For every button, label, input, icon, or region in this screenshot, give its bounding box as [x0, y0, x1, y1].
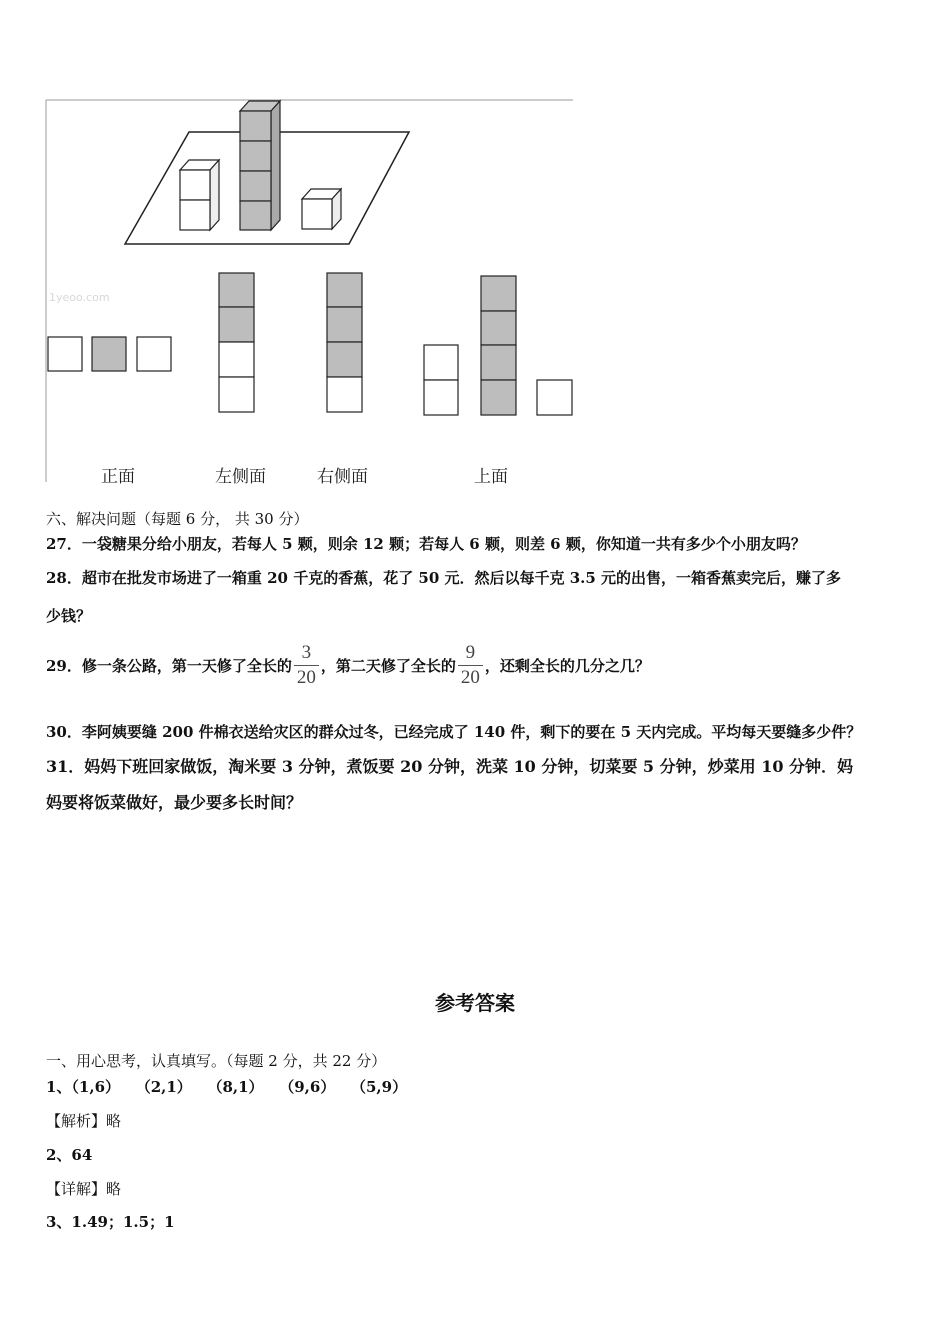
answer-1: 1、（1,6） （2,1） （8,1） （9,6） （5,9）: [46, 1078, 408, 1096]
fraction-9-20: [458, 641, 483, 690]
question-29-part1: 29．修一条公路，第一天修了全长的: [46, 657, 292, 675]
label-top-view: 上面: [474, 467, 508, 487]
fraction-denominator: 20: [296, 666, 316, 688]
top-view: [424, 276, 572, 415]
cube-views-figure: [45, 98, 575, 488]
answer-1-note: 【解析】略: [46, 1112, 122, 1130]
answer-2-note: 【详解】略: [46, 1180, 122, 1198]
watermark: 1yeoo.com: [49, 291, 110, 304]
section6-heading: 六、解决问题（每题 6 分， 共 30 分）: [46, 510, 309, 528]
question-30: 30．李阿姨要缝 200 件棉衣送给灾区的群众过冬，已经完成了 140 件，剩下的要在 5 天内完成。平均每天要缝多少件？: [46, 723, 862, 741]
right-cube: [302, 189, 341, 229]
label-front-view: 正面: [101, 467, 135, 487]
question-29: [46, 636, 650, 696]
left-stack: [180, 160, 219, 230]
fraction-3-20: [294, 641, 319, 690]
label-right-view: 右侧面: [317, 467, 368, 487]
middle-stack: [240, 101, 280, 230]
left-side-view: [219, 273, 254, 412]
question-27: 27．一袋糖果分给小朋友，若每人 5 颗，则余 12 颗；若每人 6 颗，则差 6 颗，你知道一共有多少个小朋友吗？: [46, 535, 806, 553]
fraction-denominator: 20: [460, 666, 480, 688]
right-side-view: [327, 273, 362, 412]
answers-section1-heading: 一、用心思考，认真填写。（每题 2 分，共 22 分）: [46, 1052, 387, 1070]
fraction-numerator: 3: [294, 641, 319, 666]
cube-drawing: [45, 98, 575, 488]
question-29-part2: ，第二天修了全长的: [320, 657, 456, 675]
question-28-line2: 少钱？: [46, 607, 92, 625]
question-28-line1: 28．超市在批发市场进了一箱重 20 千克的香蕉，花了 50 元．然后以每千克 3.5 元的出售，一箱香蕉卖完后，赚了多: [46, 569, 842, 587]
answer-2: 2、64: [46, 1146, 93, 1164]
answer-key-title: 参考答案: [435, 991, 515, 1015]
question-31-line2: 妈要将饭菜做好，最少要多长时间？: [46, 793, 303, 812]
question-31-line1: 31．妈妈下班回家做饭，淘米要 3 分钟，煮饭要 20 分钟，洗菜 10 分钟，切菜要 5 分钟，炒菜用 10 分钟．妈: [46, 757, 854, 776]
answer-3: 3、1.49；1.5；1: [46, 1213, 175, 1231]
fraction-numerator: 9: [458, 641, 483, 666]
question-29-part3: ，还剩全长的几分之几？: [484, 657, 650, 675]
label-left-view: 左侧面: [215, 467, 266, 487]
front-view: [48, 337, 171, 371]
